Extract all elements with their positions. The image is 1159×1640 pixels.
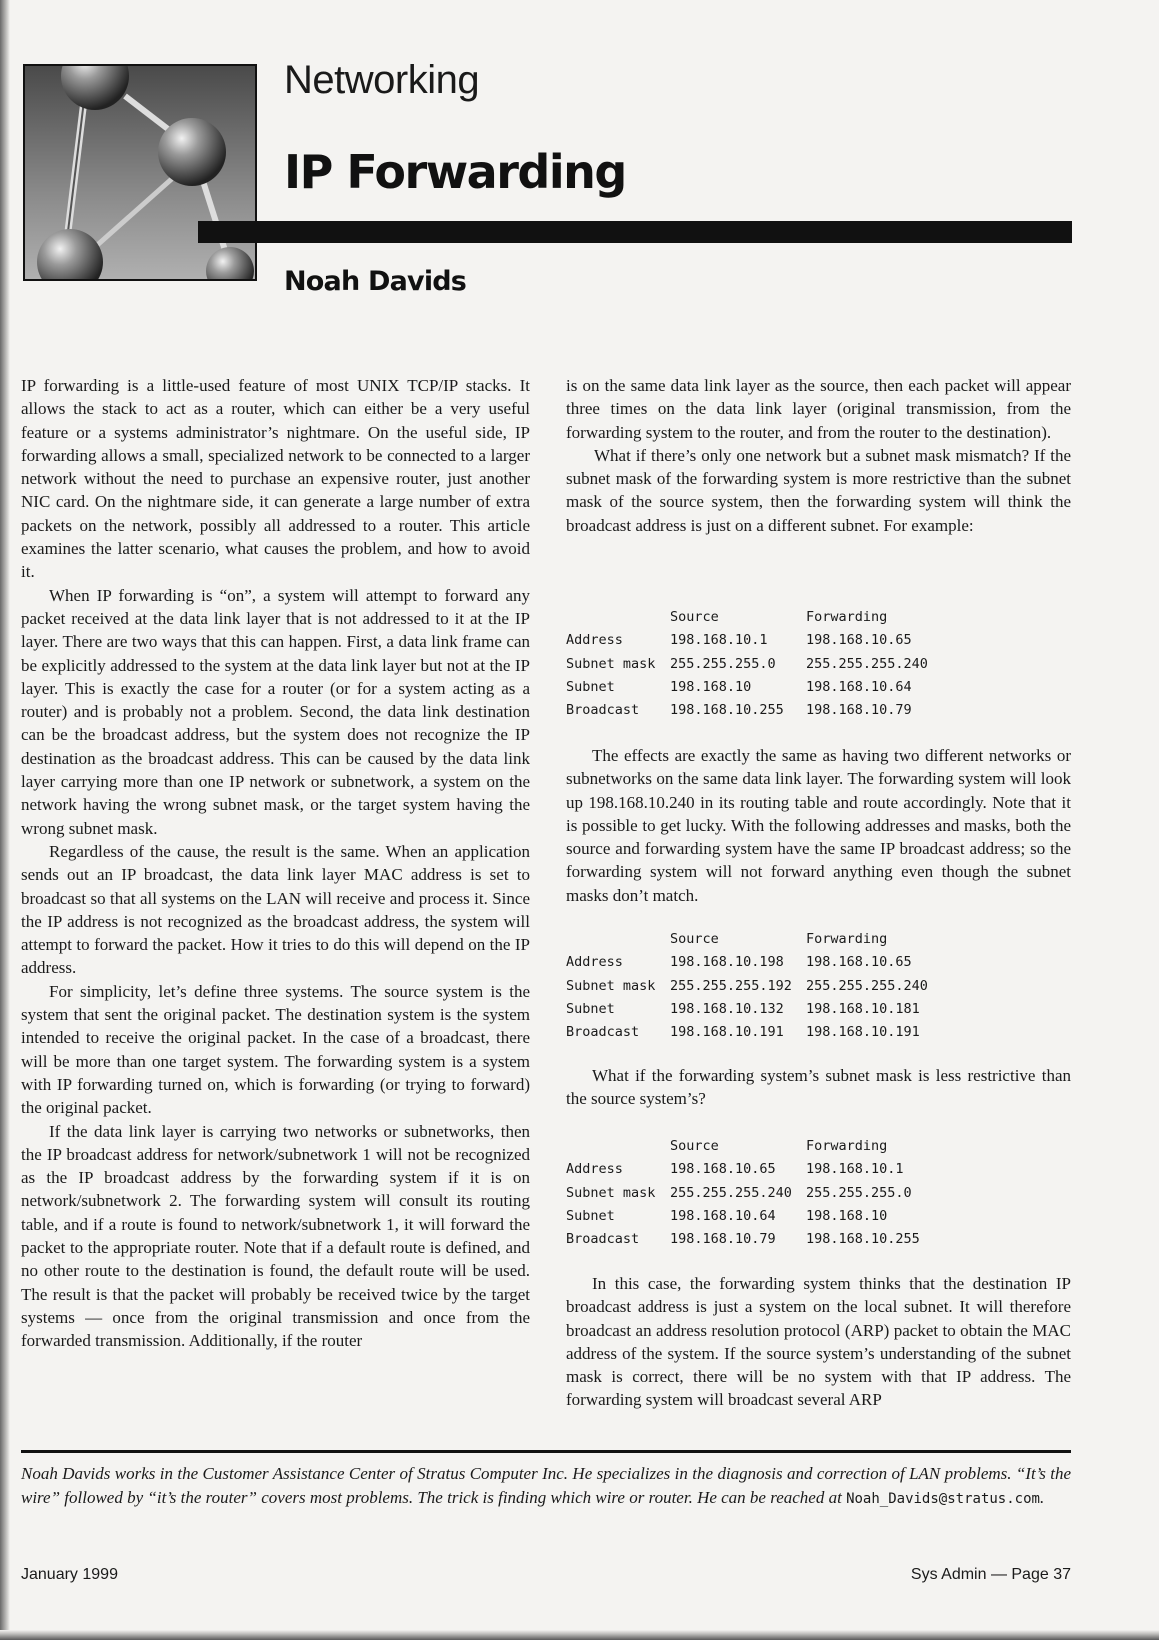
table-row: Address 198.168.10.1 198.168.10.65: [566, 632, 912, 649]
paragraph: What if there’s only one network but a subnet mask mismatch? If the subnet mask of the forwarding system is more restrictive than the subnet mask of the source system, then the forwarding system will think the broadcast address is just on a different subnet. For example:: [566, 445, 1071, 535]
paragraph: What if the forwarding system’s subnet mask is less restrictive than the source system’s?: [566, 1066, 1071, 1109]
right-paragraph-4: [566, 1064, 1071, 1111]
issue-date: January 1999: [21, 1566, 118, 1583]
address-table-3: [566, 1135, 920, 1251]
table-header-row: Source Forwarding: [670, 931, 888, 947]
author-email[interactable]: Noah_Davids@stratus.com: [846, 1490, 1040, 1507]
author-name: Noah Davids: [284, 266, 467, 297]
paragraph: For simplicity, let’s define three systems. The source system is the system that sent the original packet. The destination system is the system intended to receive the original packet. In the case of a broadcast, there will be more than one target system. The forwarding system is a system with IP forwarding turned on, which is forwarding (or trying to forward) the original packet.: [21, 981, 530, 1118]
table-row: Subnet 198.168.10.64 198.168.10: [566, 1207, 888, 1224]
paragraph: is on the same data link layer as the source, then each packet will appear three times on the data link layer (original transmission, from the forwarding system to the router, and from the router to the destination).: [566, 376, 1071, 442]
table-header-row: Source Forwarding: [670, 609, 888, 625]
table-row: Address 198.168.10.65 198.168.10.1: [566, 1161, 904, 1178]
table-row: Address 198.168.10.198 198.168.10.65: [566, 954, 912, 971]
paragraph: Regardless of the cause, the result is the same. When an application sends out an IP broadcast, the data link layer MAC address is set to broadcast so that all systems on the LAN will receive and process it. Since the IP address is not recognized as the broadcast address, the system will attempt to forward the packet. How it tries to do this will depend on the IP address.: [21, 841, 530, 978]
address-table-2: [566, 928, 928, 1044]
paragraph: When IP forwarding is “on”, a system will attempt to forward any packet received at the data link layer that is not addressed to it at the IP layer. There are two ways that this can happen. First, a data link frame can be explicitly addressed to the system at the data link layer but not at the IP layer. This is exactly the case for a router (or for a system acting as a router) and is probably not a problem. Second, the data link destination can be the broadcast address, but the system does not recognize the IP destination as the broadcast address. This can be caused by the data link layer carrying more than one IP network or subnetwork, a system on the network having the wrong subnet mask, or the target system having the wrong subnet mask.: [21, 585, 530, 838]
page-edge-shadow-bottom: [0, 1630, 1159, 1640]
table-row: Broadcast 198.168.10.255 198.168.10.79: [566, 702, 912, 719]
table-row: Broadcast 198.168.10.191 198.168.10.191: [566, 1024, 920, 1041]
table-row: Subnet 198.168.10 198.168.10.64: [566, 678, 912, 695]
paragraph: If the data link layer is carrying two networks or subnetworks, then the IP broadcast address for network/subnetwork 1 will not be recognized as the IP broadcast address by the forwarding system if it is on network/subnetwork 2. The forwarding system will consult its routing table, and if a route is found to network/subnetwork 1, it will forward the packet to the appropriate router. Note that if a default route is defined, and no other route to the destination is found, the default route will be used. The result is that the packet will probably be received twice by the target systems — once from the original transmission and once from the forwarded transmission. Additionally, if the router: [21, 1121, 530, 1351]
paragraph: IP forwarding is a little-used feature of most UNIX TCP/IP stacks. It allows the stack to act as a router, which can either be a very useful feature or a systems administrator’s nightmare. On the useful side, IP forwarding allows a small, specialized network to be connected to a larger network without the need to purchase an expensive router, just another NIC card. On the nightmare side, it can generate a large number of extra packets on the network, possibly all addressed to a router. This article examines the latter scenario, what causes the problem, and how to avoid it.: [21, 376, 530, 582]
right-column-top: [566, 374, 1071, 537]
article-title: IP Forwarding: [284, 145, 626, 199]
table-row: Subnet mask 255.255.255.240 255.255.255.0: [566, 1184, 912, 1201]
section-heading: Networking: [284, 58, 480, 102]
table-row: Broadcast 198.168.10.79 198.168.10.255: [566, 1231, 920, 1248]
page-edge-shadow: [0, 0, 10, 1640]
table-row: Subnet mask 255.255.255.192 255.255.255.240: [566, 977, 928, 994]
right-paragraph-5: [566, 1272, 1071, 1412]
paragraph: The effects are exactly the same as having two different networks or subnetworks on the same data link layer. The forwarding system will look up 198.168.10.240 in its routing table and route accordingly. Note that it is possible to get lucky. With the following addresses and masks, both the source and forwarding system have the same IP broadcast address; so the forwarding system will not forward anything even though the subnet masks don’t match.: [566, 746, 1071, 905]
right-paragraph-3: [566, 744, 1071, 907]
page-number: Sys Admin — Page 37: [910, 1566, 1071, 1583]
title-rule: [198, 221, 1072, 243]
left-column: [21, 374, 530, 1352]
molecule-illustration: [23, 64, 257, 281]
paragraph: In this case, the forwarding system thinks that the destination IP broadcast address is just a system on the local subnet. It will therefore broadcast an address resolution protocol (ARP) packet to obtain the MAC address of the system. If the source system’s understanding of the subnet mask is correct, there will be no system with that IP address. The forwarding system will broadcast several ARP: [566, 1274, 1071, 1410]
author-bio: Noah Davids works in the Customer Assistance Center of Stratus Computer Inc. He specializes in the diagnosis and correction of LAN problems. “It’s the wire” followed by “it’s the router” covers most problems. The trick is finding which wire or router. He can be reached at Noah_Davids@stratus.com.: [21, 1464, 1071, 1507]
table-header-row: Source Forwarding: [670, 1138, 888, 1154]
address-table-1: [566, 606, 928, 722]
table-row: Subnet 198.168.10.132 198.168.10.181: [566, 1000, 920, 1017]
table-row: Subnet mask 255.255.255.0 255.255.255.240: [566, 655, 928, 672]
footer-rule: [21, 1450, 1071, 1453]
